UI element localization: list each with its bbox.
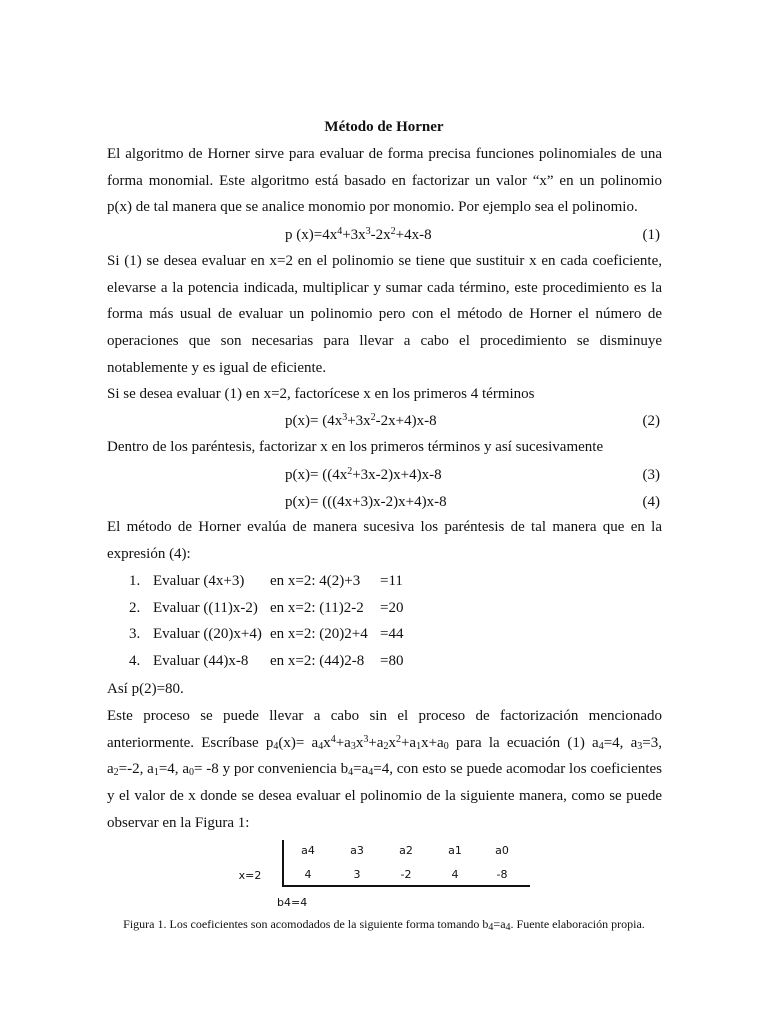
equation-2-number: (2) [642, 413, 660, 429]
list-item: 2. Evaluar ((11)x-2) en x=2: (11)2-2 =20 [129, 599, 404, 616]
equation-1-expression: p $(x)=4x^4+3x^3-2x^2+4x-8$ [285, 226, 432, 243]
table-header-cell: a1 [448, 844, 462, 857]
equation-4-expression: p(x)= (((4x+3)x-2)x+4)x-8 [285, 494, 447, 510]
equation-3 [107, 465, 662, 485]
table-header-cell: a4 [301, 844, 315, 857]
table-value-cell: -8 [496, 868, 508, 881]
steps-list [129, 568, 403, 675]
list-item: 3. Evaluar ((20)x+4) en x=2: (20)2+4 =44 [129, 626, 404, 643]
equation-2-expression: $p(x)= (4x^3+3x^2-2x+4)x-8$ [285, 412, 437, 429]
paragraph-evaluation: Si (1) se desea evaluar en x=2 en el polinomio se tiene que sustituir x en cada coeficiente, elevarse a la potencia indicada, multiplicar y sumar cada término, este procedimiento es la forma más usual de evaluar un polinomio pero con el método de Horner el número de operaciones que son necesarias para llevar a cabo el procedimiento se disminuye notablemente y es igual de eficiente. [107, 253, 662, 376]
table-x-label: x=2 [238, 869, 262, 882]
paragraph-coefficients: Este proceso se puede llevar a cabo sin el proceso de factorización mencionado anteriormente. Escríbase $p_4(x)= a_4x^4+a_3x^3+a_2x^2+a_1x+a_0$ para la ecuación (1) $a_4=4$, $a_3=3$, $a_2=-2$, $a_1=4$, $a_0= -8$ y por conveniencia $b_4=a_4=4$, con esto se puede acomodar los coeficientes y el valor de x donde se desea evaluar el polinomio de la siguiente manera, como se puede observar en la Figura 1: [107, 708, 662, 831]
table-vertical-rule [282, 840, 284, 887]
table-below-label: b4=4 [277, 896, 308, 909]
figure-caption: Figura 1. Los coeficientes son acomodados de la siguiente forma tomando $b_4=a_4$. Fuente elaboración propia. [123, 917, 645, 933]
paragraph-result: Así p(2)=80. [107, 681, 184, 697]
figure-1-horner-table [230, 840, 530, 892]
table-horizontal-rule [282, 885, 530, 887]
intro-paragraph: El algoritmo de Horner sirve para evaluar de forma precisa funciones polinomiales de una forma monomial. Este algoritmo está basado en factorizar un valor “x” en un polinomio p(x) de tal manera que se analice monomio por monomio. Por ejemplo sea el polinomio. [107, 146, 662, 216]
table-header-cell: a0 [495, 844, 509, 857]
paragraph-factorize: Si se desea evaluar (1) en x=2, factorícese x en los primeros 4 términos [107, 386, 535, 402]
equation-1 [107, 225, 662, 245]
equation-3-expression: $p(x)= ((4x^2+3x-2)x+4)x-8$ [285, 466, 442, 483]
equation-4 [107, 492, 662, 512]
paragraph-successive: El método de Horner evalúa de manera sucesiva los paréntesis de tal manera que en la expresión (4): [107, 519, 662, 562]
list-item: 1. Evaluar (4x+3) en x=2: 4(2)+3 =11 [129, 573, 403, 589]
table-value-cell: -2 [400, 868, 412, 881]
equation-4-number: (4) [642, 494, 660, 510]
page-title: Método de Horner [324, 119, 444, 135]
table-header-cell: a3 [350, 844, 364, 857]
list-item: 4. Evaluar (44)x-8 en x=2: (44)2-8 =80 [129, 653, 404, 670]
equation-3-number: (3) [642, 467, 660, 483]
equation-1-number: (1) [642, 227, 660, 243]
table-header-cell: a2 [399, 844, 413, 857]
table-value-cell: 4 [304, 868, 312, 881]
table-value-cell: 3 [353, 868, 361, 881]
equation-2 [107, 411, 662, 431]
paragraph-parentheses: Dentro de los paréntesis, factorizar x en los primeros términos y así sucesivamente [107, 439, 604, 455]
table-value-cell: 4 [451, 868, 459, 881]
